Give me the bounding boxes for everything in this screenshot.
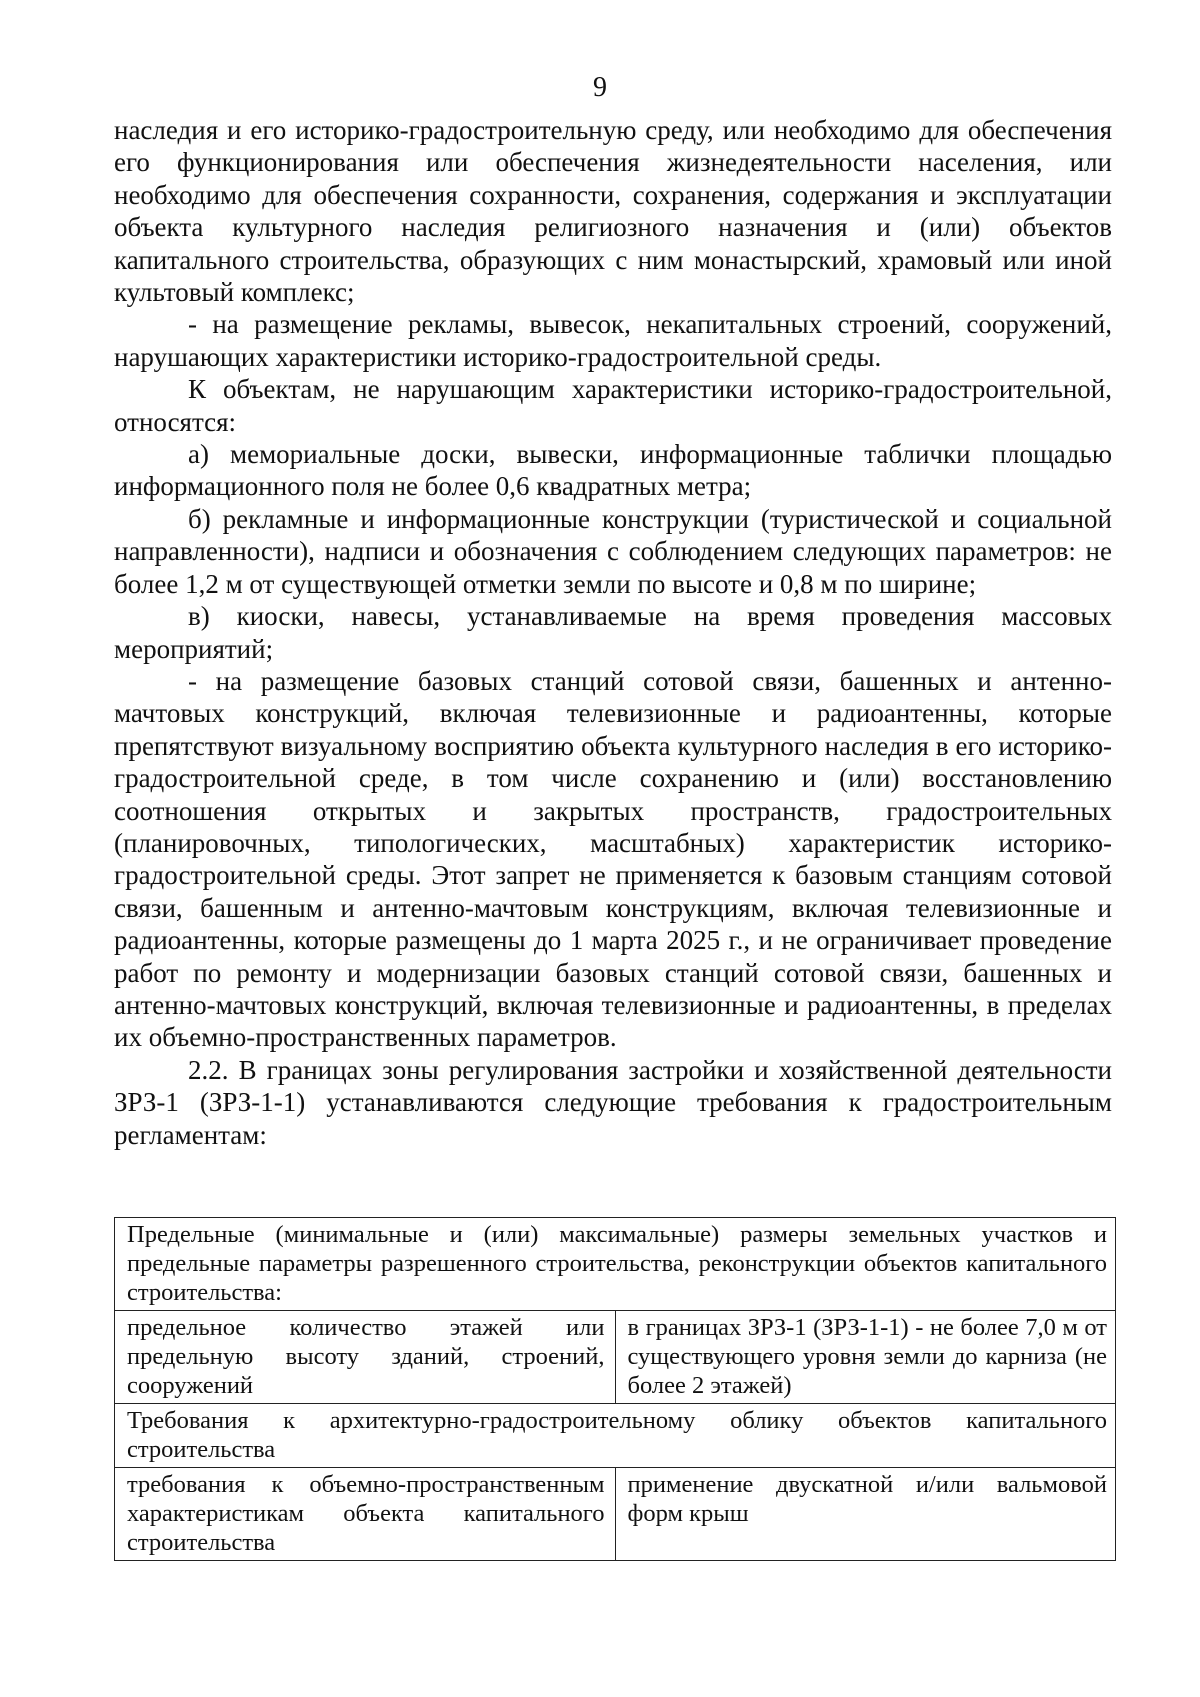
paragraph-section-2-2: 2.2. В границах зоны регулирования застройки и хозяйственной деятельности ЗРЗ-1 (ЗРЗ-1-1) устанавливаются следующие требования к градостроительным регламентам: [114, 1054, 1112, 1150]
table-row [115, 1468, 1116, 1561]
table-header-appearance: Требования к архитектурно-градостроительному облику объектов капитального строительства [115, 1404, 1116, 1468]
paragraph-non-violating-objects: К объектам, не нарушающим характеристики историко-градостроительной, относятся: [114, 374, 1112, 437]
paragraph-item-a: а) мемориальные доски, вывески, информационные таблички площадью информационного поля не более 0,6 квадратных метра; [114, 439, 1112, 502]
table-row [115, 1404, 1116, 1468]
table-row [115, 1311, 1116, 1404]
table-cell-volume-label: требования к объемно-пространственным характеристикам объекта капитального строительства [115, 1468, 616, 1561]
paragraph-item-b: б) рекламные и информационные конструкции (туристической и социальной направленности), надписи и обозначения с соблюдением следующих параметров: не более 1,2 м от существующей отметки земли по высоте и 0,8 м по ширине; [114, 503, 1112, 599]
paragraph-item-c: в) киоски, навесы, устанавливаемые на время проведения массовых мероприятий; [114, 601, 1112, 664]
page-number: 9 [593, 72, 607, 103]
table-cell-floors-label: предельное количество этажей или предельную высоту зданий, строений, сооружений [115, 1311, 616, 1404]
document-body [114, 114, 1112, 1151]
table-cell-volume-value: применение двускатной и/или вальмовой форм крыш [615, 1468, 1116, 1561]
table-header-limits: Предельные (минимальные и (или) максимальные) размеры земельных участков и предельные параметры разрешенного строительства, реконструкции объектов капитального строительства: [115, 1218, 1116, 1311]
regulations-table [114, 1217, 1116, 1561]
paragraph-continuation: наследия и его историко-градостроительную среду, или необходимо для обеспечения его функционирования или обеспечения жизнедеятельности населения, или необходимо для обеспечения сохранности, сохранения, содержания и эксплуатации объекта культурного наследия религиозного назначения и (или) объектов капитального строительства, образующих с ним монастырский, храмовый или иной культовый комплекс; [114, 115, 1112, 308]
paragraph-advertising-ban: - на размещение рекламы, вывесок, некапитальных строений, сооружений, нарушающих характеристики историко-градостроительной среды. [114, 309, 1112, 372]
table-row [115, 1218, 1116, 1311]
table-cell-floors-value: в границах ЗРЗ-1 (ЗРЗ-1-1) - не более 7,0 м от существующего уровня земли до карниза (не более 2 этажей) [615, 1311, 1116, 1404]
paragraph-base-stations-ban: - на размещение базовых станций сотовой связи, башенных и антенно-мачтовых конструкций, включая телевизионные и радиоантенны, которые препятствуют визуальному восприятию объекта культурного наследия в его историко-градостроительной среде, в том числе сохранению и (или) восстановлению соотношения открытых и закрытых пространств, градостроительных (планировочных, типологических, масштабных) характеристик историко-градостроительной среды. Этот запрет не применяется к базовым станциям сотовой связи, башенным и антенно-мачтовым конструкциям, включая телевизионные и радиоантенны, которые размещены до 1 марта 2025 г., и не ограничивает проведение работ по ремонту и модернизации базовых станций сотовой связи, башенных и антенно-мачтовых конструкций, включая телевизионные и радиоантенны, в пределах их объемно-пространственных параметров. [114, 665, 1112, 1053]
